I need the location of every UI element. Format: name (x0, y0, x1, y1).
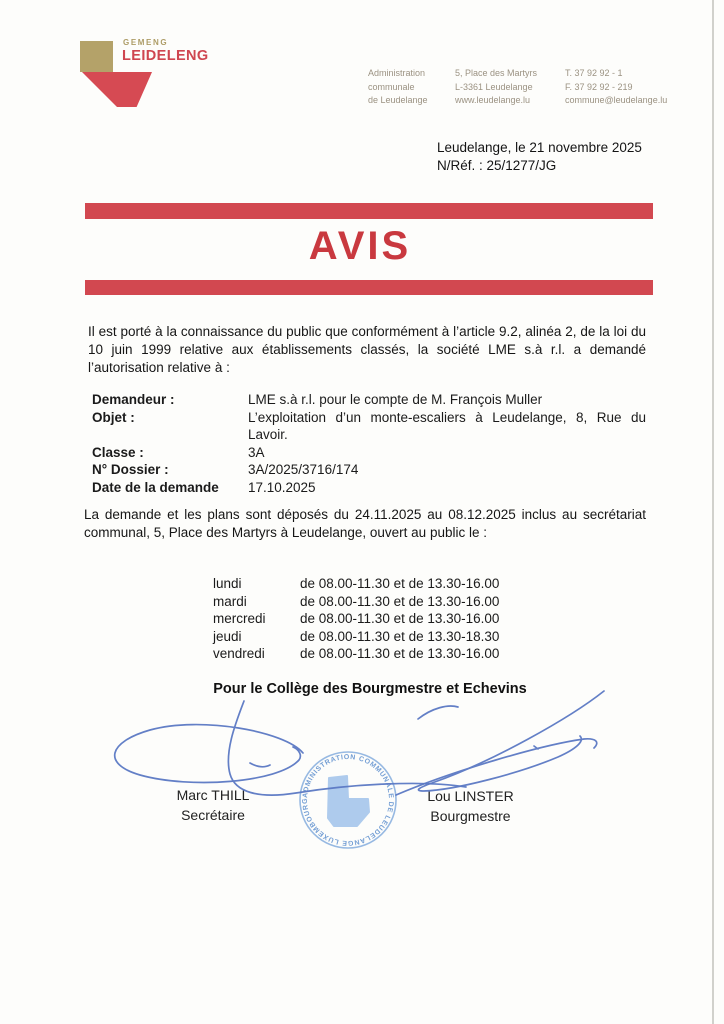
detail-row-classe (92, 444, 646, 462)
mayor-title: Bourgmestre (430, 808, 511, 824)
college-heading: Pour le Collège des Bourgmestre et Echevins (213, 681, 527, 697)
schedule-day: jeudi (213, 628, 242, 644)
detail-value-line: Lavoir. (248, 427, 288, 442)
schedule-day: vendredi (213, 646, 265, 661)
mayor-name: Lou LINSTER (427, 788, 514, 804)
deposit-line: communal, 5, Place des Martyrs à Leudelange, ouvert au public le : (84, 525, 487, 540)
deposit-paragraph (84, 506, 646, 542)
contact-line-fax: F. 37 92 92 - 219 (565, 81, 633, 92)
contact-line-email: commune@leudelange.lu (565, 95, 668, 105)
request-details (92, 391, 646, 496)
dateline-block (437, 139, 642, 175)
red-bar-top (85, 203, 653, 219)
detail-row-objet (92, 409, 646, 444)
schedule-row (213, 610, 499, 628)
red-bar-bottom (85, 280, 653, 295)
detail-row-dossier (92, 461, 646, 479)
detail-value: 17.10.2025 (248, 479, 316, 495)
reference-number: N/Réf. : 25/1277/JG (437, 158, 557, 173)
contact-column-phone (565, 67, 667, 108)
detail-value-line: L’exploitation d’un monte-escaliers à Leudelange, 8, Rue du (248, 409, 646, 425)
schedule-hours: de 08.00-11.30 et de 13.30-16.00 (300, 576, 500, 591)
place-and-date: Leudelange, le 21 novembre 2025 (437, 140, 642, 155)
scan-edge-artifact (712, 0, 714, 1024)
schedule-hours: de 08.00-11.30 et de 13.30-16.00 (300, 646, 500, 661)
detail-value: LME s.à r.l. pour le compte de M. François Muller (248, 392, 543, 407)
intro-line: 10 juin 1999 relative aux établissements classés, la société LME s.à r.l. a demandé (88, 342, 646, 357)
schedule-day: lundi (213, 576, 242, 591)
signatory-mayor (413, 786, 528, 826)
detail-label: Demandeur : (92, 392, 175, 407)
detail-label: N° Dossier : (92, 462, 169, 477)
deposit-line: La demande et les plans sont déposés du 24.11.2025 au 08.12.2025 inclus au secrétariat (84, 507, 646, 522)
logo-commune-name: LEIDELENG (122, 48, 209, 64)
schedule-day: mardi (213, 593, 247, 609)
logo-gold-square (80, 41, 113, 72)
intro-line: l’autorisation relative à : (88, 360, 230, 375)
detail-label: Classe : (92, 444, 144, 460)
detail-value (248, 409, 646, 444)
secretary-title: Secrétaire (181, 807, 245, 823)
contact-column-administration (368, 67, 428, 108)
svg-text:ADMINISTRATION COMMUNALE DE LE (302, 754, 394, 846)
contact-line: communale (368, 81, 415, 92)
contact-column-address (455, 67, 537, 108)
secretary-name: Marc THILL (176, 787, 250, 803)
contact-line-phone: T. 37 92 92 - 1 (565, 68, 623, 78)
detail-label: Date de la demande (92, 479, 219, 495)
contact-line: L-3361 Leudelange (455, 81, 533, 92)
contact-line: 5, Place des Martyrs (455, 68, 538, 78)
schedule-row (213, 593, 499, 611)
contact-line-website: www.leudelange.lu (455, 95, 531, 105)
contact-line: Administration (368, 68, 426, 78)
commune-stamp (300, 752, 396, 848)
notice-title: AVIS (308, 224, 412, 268)
signatory-secretary (158, 785, 268, 825)
schedule-row (213, 645, 499, 663)
mayor-signature-ink (396, 691, 604, 795)
logo-gemeng-label: GEMENG (123, 38, 169, 47)
detail-row-demandeur (92, 391, 646, 409)
schedule-hours: de 08.00-11.30 et de 13.30-16.00 (300, 593, 500, 609)
secretary-signature-ink (115, 701, 466, 795)
schedule-hours: de 08.00-11.30 et de 13.30-18.30 (300, 628, 500, 644)
schedule-row (213, 575, 499, 593)
contact-line: de Leudelange (368, 95, 428, 105)
detail-row-date-demande (92, 479, 646, 497)
intro-line: Il est porté à la connaissance du public que conformément à l’article 9.2, alinéa 2, de la loi du (88, 324, 646, 339)
schedule-day: mercredi (213, 611, 266, 626)
detail-value: 3A (248, 444, 265, 460)
stamp-circular-text: ADMINISTRATION COMMUNALE DE LEUDELANGE LUXEMBOURG (301, 753, 395, 847)
detail-value: 3A/2025/3716/174 (248, 462, 359, 477)
intro-paragraph (88, 323, 646, 377)
logo-red-flag-icon (82, 72, 152, 107)
opening-hours-table (213, 575, 499, 663)
schedule-hours: de 08.00-11.30 et de 13.30-16.00 (300, 611, 500, 626)
schedule-row (213, 628, 499, 646)
detail-label: Objet : (92, 409, 135, 425)
stamp-center-logo-icon (328, 776, 369, 826)
